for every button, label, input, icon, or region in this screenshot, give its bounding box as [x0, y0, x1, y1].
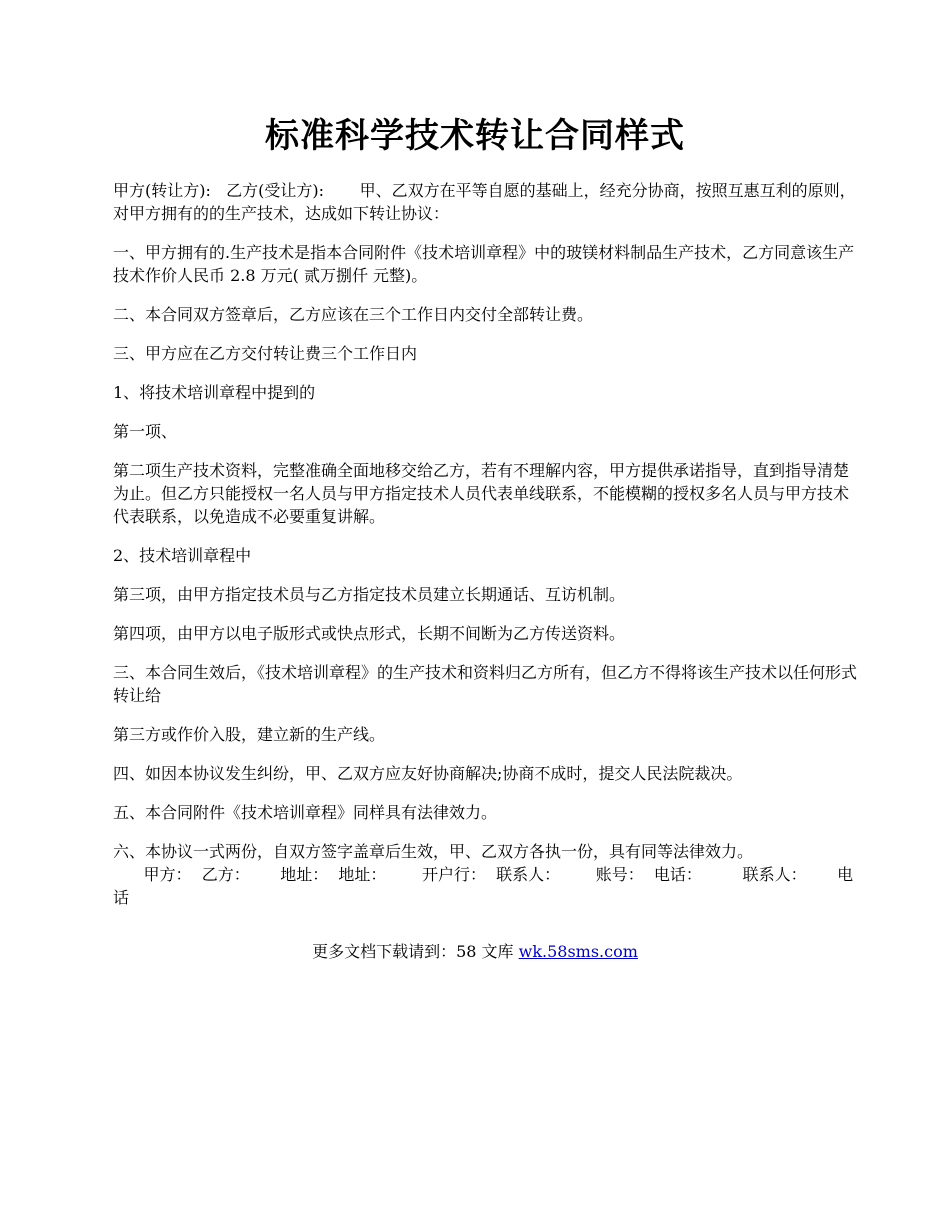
paragraph-clause-1: 一、甲方拥有的.生产技术是指本合同附件《技术培训章程》中的玻镁材料制品生产技术，乙方同意该生产技术作价人民币 2.8 万元( 贰万捌仟 元整)。	[113, 243, 855, 285]
paragraph-clause-5: 五、本合同附件《技术培训章程》同样具有法律效力。	[113, 803, 498, 822]
signature-line: 甲方： 乙方： 地址： 地址： 开户行： 联系人： 账号： 电话： 联系人： 电话	[113, 865, 854, 907]
paragraph-item-third: 第三项，由甲方指定技术员与乙方指定技术员建立长期通话、互访机制。	[113, 585, 626, 604]
paragraph-item-1: 1、将技术培训章程中提到的	[113, 383, 316, 402]
paragraph-third-party: 第三方或作价入股，建立新的生产线。	[113, 725, 386, 744]
footer-prefix: 更多文档下载请到：58 文库	[312, 942, 519, 961]
document-body	[113, 179, 858, 909]
paragraph-clause-3b: 三、本合同生效后，《技术培训章程》的生产技术和资料归乙方所有，但乙方不得将该生产技术以任何形式转让给	[113, 663, 858, 705]
footer	[0, 940, 950, 964]
paragraph-clause-2: 二、本合同双方签章后，乙方应该在三个工作日内交付全部转让费。	[113, 305, 594, 324]
paragraph-item-first: 第一项、	[113, 422, 178, 441]
document-title: 标准科学技术转让合同样式	[265, 116, 685, 156]
paragraph-clause-4: 四、如因本协议发生纠纷，甲、乙双方应友好协商解决;协商不成时，提交人民法院裁决。	[113, 764, 743, 783]
paragraph-item-second: 第二项生产技术资料，完整准确全面地移交给乙方，若有不理解内容，甲方提供承诺指导，直到指导清楚为止。但乙方只能授权一名人员与甲方指定技术人员代表单线联系，不能模糊的授权多名人员与甲方技术代表联系，以免造成不必要重复讲解。	[113, 461, 850, 526]
paragraph-clause-3: 三、甲方应在乙方交付转让费三个工作日内	[113, 344, 418, 363]
paragraph-item-fourth: 第四项，由甲方以电子版形式或快点形式，长期不间断为乙方传送资料。	[113, 624, 626, 643]
paragraph-parties: 甲方(转让方): 乙方(受让方): 甲、乙双方在平等自愿的基础上，经充分协商，按照互惠互利的原则，对甲方拥有的的生产技术，达成如下转让协议：	[113, 181, 856, 223]
footer-link[interactable]: wk.58sms.com	[518, 942, 638, 961]
paragraph-item-2: 2、技术培训章程中	[113, 546, 252, 565]
paragraph-clause-6: 六、本协议一式两份，自双方签字盖章后生效，甲、乙双方各执一份，具有同等法律效力。	[113, 842, 754, 861]
